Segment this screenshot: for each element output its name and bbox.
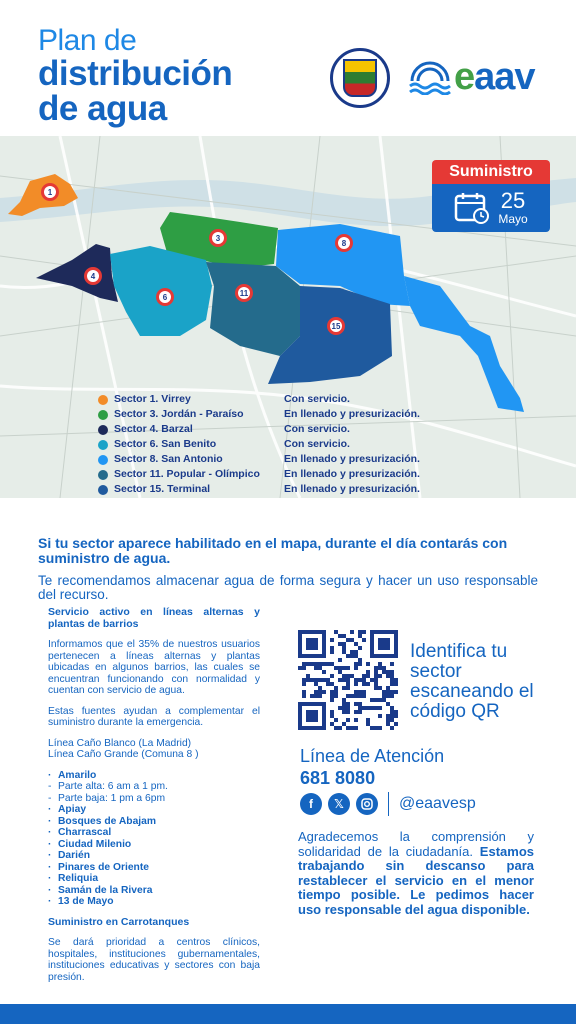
- pin-1-label: 1: [47, 188, 53, 197]
- alt-lines-heading: Servicio activo en líneas alternas y plantas de barrios: [48, 606, 260, 630]
- legend-row: [98, 407, 420, 422]
- thanks-paragraph: [298, 830, 534, 917]
- legend-sector-status: En llenado y presurización.: [284, 453, 420, 465]
- legend-row: [98, 437, 420, 452]
- facebook-icon[interactable]: f: [300, 793, 322, 815]
- hotline-number[interactable]: 681 8080: [300, 768, 376, 788]
- pin-3-label: 3: [215, 234, 221, 243]
- page-title: [38, 26, 232, 126]
- legend-row: [98, 467, 420, 482]
- qr-instruction: Identifica tu sector escaneando el código QR: [410, 641, 534, 722]
- pin-3: [209, 229, 227, 247]
- plant-list-item: · Apiay: [48, 804, 260, 816]
- intro-headline: Si tu sector aparece habilitado en el mapa, durante el día contarás con suministro de agua.: [38, 535, 508, 566]
- pin-4-label: 4: [90, 272, 96, 281]
- line-cano-grande: Línea Caño Grande (Comuna 8 ): [48, 749, 199, 760]
- tanker-paragraph: Se dará prioridad a centros clínicos, hospitales, instituciones gubernamentales, instituciones educativas y sectores con baja presión.: [48, 937, 260, 983]
- alcaldia-seal-logo: [330, 48, 390, 108]
- pin-11: [235, 284, 253, 302]
- intro-section: [38, 536, 538, 602]
- title-line-3: de agua: [38, 89, 167, 128]
- divider: [388, 792, 389, 816]
- header: [0, 0, 576, 136]
- legend-sector-name: Sector 8. San Antonio: [114, 453, 223, 465]
- thanks-bold: Estamos trabajando sin descanso para restablecer el servicio en el menor tiempo posible. Le pedimos hacer uso responsable del agua disponible.: [298, 843, 534, 917]
- legend-sector-status: Con servicio.: [284, 423, 350, 435]
- social-links: [300, 792, 476, 816]
- line-cano-blanco: Línea Caño Blanco (La Madrid): [48, 737, 192, 749]
- x-icon[interactable]: 𝕏: [328, 793, 350, 815]
- legend-sector-status: En llenado y presurización.: [284, 483, 420, 495]
- legend-sector-name: Sector 4. Barzal: [114, 423, 193, 435]
- calendar-icon: [454, 192, 490, 224]
- plant-list-item: · Reliquia: [48, 873, 260, 885]
- tanker-heading: Suministro en Carrotanques: [48, 915, 190, 928]
- legend-sector-name: Sector 11. Popular - Olímpico: [114, 468, 260, 480]
- social-handle[interactable]: @eaavesp: [399, 795, 476, 812]
- pin-4: [84, 267, 102, 285]
- plant-list-item: - Parte alta: 6 am a 1 pm.: [48, 781, 260, 793]
- legend-sector-name: Sector 15. Terminal: [114, 483, 211, 495]
- legend-dot-icon: [98, 485, 108, 495]
- eaav-logo: [408, 58, 535, 96]
- right-column: [298, 630, 538, 917]
- sector-11-area: [206, 262, 300, 356]
- brand-name: eaav: [454, 56, 535, 98]
- legend-dot-icon: [98, 410, 108, 420]
- legend-sector-status: Con servicio.: [284, 438, 350, 450]
- legend-dot-icon: [98, 470, 108, 480]
- plant-list-item: · Samán de la Rivera: [48, 885, 260, 897]
- alt-lines-paragraph-2: Estas fuentes ayudan a complementar el suministro durante la emergencia.: [48, 705, 260, 728]
- sector-4-area: [36, 244, 118, 302]
- pin-15-label: 15: [331, 322, 341, 331]
- badge-day: 25: [500, 188, 526, 213]
- pin-6: [156, 288, 174, 306]
- legend-sector-name: Sector 1. Virrey: [114, 393, 191, 405]
- plant-list-item: · Pinares de Oriente: [48, 862, 260, 874]
- pin-8-label: 8: [341, 239, 347, 248]
- legend-dot-icon: [98, 440, 108, 450]
- footer-bar: [0, 1004, 576, 1024]
- legend-dot-icon: [98, 455, 108, 465]
- intro-recommendation: Te recomendamos almacenar agua de forma segura y hacer un uso responsable del recurso.: [38, 573, 538, 602]
- plant-list: [48, 770, 260, 908]
- pin-1: [41, 183, 59, 201]
- badge-month: Mayo: [498, 212, 528, 226]
- pin-15: [327, 317, 345, 335]
- plant-list-item: · Darién: [48, 850, 260, 862]
- legend-dot-icon: [98, 425, 108, 435]
- legend-dot-icon: [98, 395, 108, 405]
- legend-row: [98, 392, 420, 407]
- plant-list-item: · Ciudad Milenio: [48, 839, 260, 851]
- plant-list-item: · Charrascal: [48, 827, 260, 839]
- pin-6-label: 6: [162, 293, 168, 302]
- plant-list-item: · Bosques de Abajam: [48, 816, 260, 828]
- water-waves-icon: [408, 59, 452, 95]
- legend-row: [98, 452, 420, 467]
- plant-list-item: - Parte baja: 1 pm a 6pm: [48, 793, 260, 805]
- pin-11-label: 11: [239, 289, 249, 298]
- instagram-icon[interactable]: [356, 793, 378, 815]
- hotline-title: Línea de Atención: [300, 746, 445, 766]
- coat-of-arms-icon: [343, 59, 377, 97]
- plant-list-item: · 13 de Mayo: [48, 896, 260, 908]
- left-column: [48, 607, 260, 983]
- legend-sector-status: En llenado y presurización.: [284, 408, 420, 420]
- legend-sector-name: Sector 3. Jordán - Paraíso: [114, 408, 244, 420]
- legend-sector-status: En llenado y presurización.: [284, 468, 420, 480]
- title-line-2: distribución: [38, 54, 233, 93]
- supply-date-badge: [432, 160, 550, 232]
- legend-sector-status: Con servicio.: [284, 393, 350, 405]
- pin-8: [335, 234, 353, 252]
- badge-label: Suministro: [432, 160, 550, 184]
- qr-code[interactable]: [298, 630, 398, 730]
- legend-row: [98, 422, 420, 437]
- legend-row: [98, 482, 420, 497]
- map-legend: [98, 392, 420, 497]
- thanks-normal: Agradecemos la comprensión y solidaridad de la ciudadanía.: [298, 829, 534, 859]
- plant-list-item: · Amarilo: [48, 770, 260, 782]
- alt-lines-paragraph: Informamos que el 35% de nuestros usuarios pertenecen a líneas alternas y plantas ubicadas en algunos barrios, las cuales se encuentran funcionando con normalidad y cuentan con servicio de agua.: [48, 639, 260, 696]
- legend-sector-name: Sector 6. San Benito: [114, 438, 217, 450]
- title-line-1: Plan de: [38, 24, 137, 57]
